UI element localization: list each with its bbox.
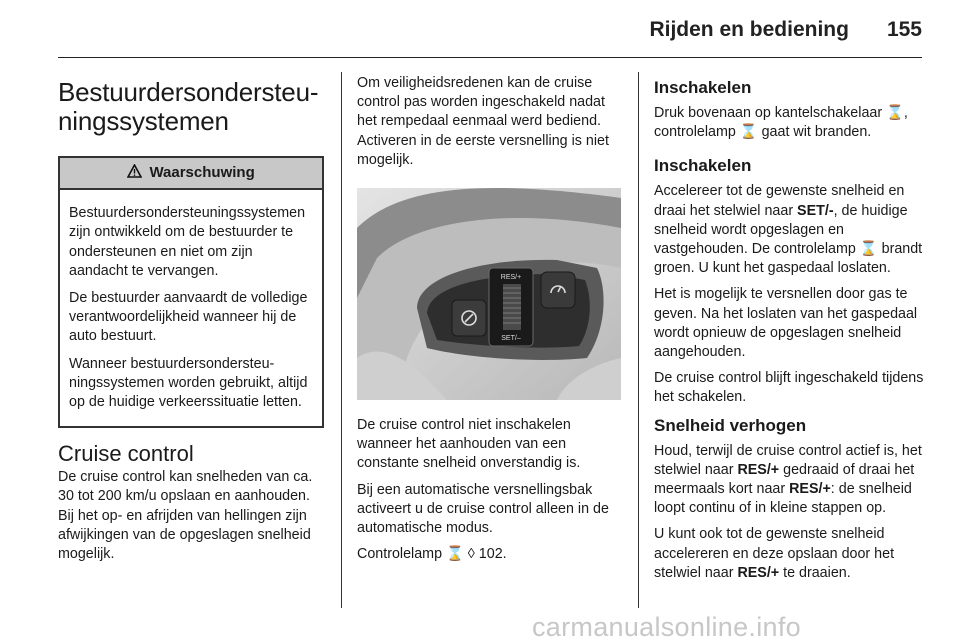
- column-divider-1: [341, 72, 342, 608]
- accelerate-text: Het is mogelijk te versnellen door gas te geven. Na het loslaten van het gaspedaal wordt opnieuw de opgeslagen snelheid aangehouden.: [654, 286, 918, 361]
- steering-wheel-photo: [357, 188, 621, 400]
- warning-text-2: De bestuurder aanvaardt de volledige verantwoordelijkheid wanneer hij de auto bestuurt.: [69, 290, 308, 345]
- block-activate: [654, 156, 924, 407]
- column-1: [58, 74, 324, 571]
- heading-inschakelen-2: Inschakelen: [654, 156, 752, 176]
- page-number: 155: [886, 18, 922, 41]
- automatic-paragraph: Bij een automatische versnellingsbak activeert u de cruise control alleen in de automatische modus.: [357, 481, 609, 537]
- page-header: [649, 18, 922, 42]
- column-2: [357, 74, 621, 571]
- activate-text: Accelereer tot de gewenste snelheid en draai het stelwiel naar SET/-, de huidige snelheid wordt opgeslagen en vastgehouden. De controlelamp ⌛ brandt groen. U kunt het gaspedaal loslaten.: [654, 183, 923, 277]
- warning-body: [60, 190, 322, 426]
- warning-text-1: Bestuurdersondersteuningssystemen zijn ontwikkeld om de bestuurder te ondersteunen en niet om zijn aandacht te vervangen.: [69, 205, 306, 279]
- warning-heading: Waarschuwing: [149, 164, 255, 181]
- column-3: [654, 74, 924, 597]
- cruise-control-title: Cruise control: [58, 441, 194, 467]
- warning-text-3: Wanneer bestuurdersondersteuningssystemen worden gebruikt, altijd op de huidige verkeerssituatie letten.: [69, 355, 308, 411]
- warning-triangle-icon: [127, 164, 146, 181]
- set-label: SET/–: [501, 335, 521, 343]
- switch-on-text: Druk bovenaan op kantelschakelaar ⌛, controlelamp ⌛ gaat wit branden.: [654, 105, 908, 141]
- warning-box: [58, 156, 324, 428]
- heading-inschakelen-1: Inschakelen: [654, 78, 752, 97]
- speed-up-text: Houd, terwijl de cruise control actief is, het stelwiel naar RES/+ gedraaid of draai het meermaals kort naar RES/+: de snelheid loopt continu of in kleine stappen op.: [654, 442, 922, 517]
- block-speed-up: [654, 416, 924, 583]
- heading-snelheid-verhogen: Snelheid verhogen: [654, 415, 807, 435]
- speed-up-text-2: U kunt ook tot de gewenste snelheid accelereren en deze opslaan door het stelwiel naar RES/+ te draaien.: [654, 526, 895, 581]
- shift-text: De cruise control blijft ingeschakeld tijdens het schakelen.: [654, 370, 924, 406]
- header-title: Rijden en bediening: [649, 18, 849, 41]
- watermark: carmanualsonline.info: [532, 612, 801, 642]
- column-divider-2: [638, 72, 639, 608]
- cruise-control-intro: De cruise control kan snelheden van ca. 30 tot 200 km/u opslaan en aanhouden. Bij het op- en afrijden van hellingen zijn afwijkingen van de opgeslagen snelheid mogelijk.: [58, 469, 313, 563]
- safety-paragraph: Om veiligheidsredenen kan de cruise control pas worden ingeschakeld nadat het rempedaal eenmaal werd bediend. Activeren in de eerste versnelling is niet mogelijk.: [357, 75, 609, 168]
- warning-header: [60, 158, 322, 190]
- res-label: RES/+: [500, 274, 522, 282]
- not-on-paragraph: De cruise control niet inschakelen wanneer het aanhouden van een constante snelheid onverstandig is.: [357, 417, 581, 472]
- section-title: Bestuurdersondersteu- ningssystemen: [58, 77, 319, 136]
- block-switch-on: [654, 78, 924, 142]
- lamp-reference: Controlelamp ⌛ ◊ 102.: [357, 546, 507, 563]
- header-rule: [58, 57, 922, 58]
